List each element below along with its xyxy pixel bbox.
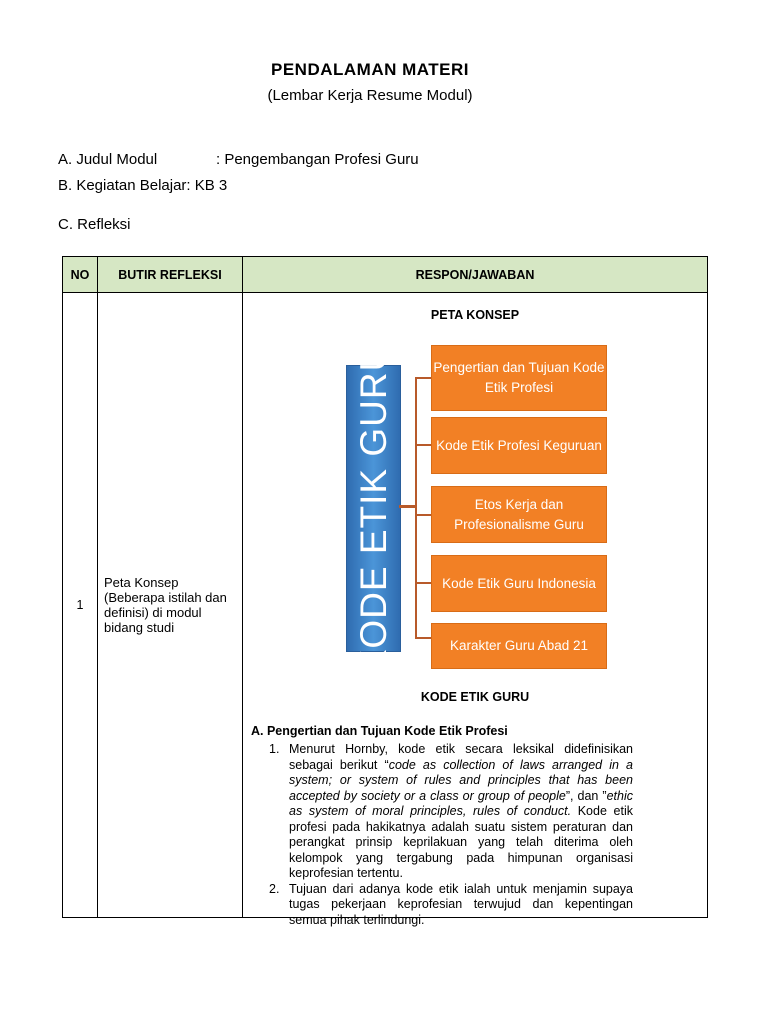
concept-map-center-label: KODE ETIK GURU <box>352 343 394 674</box>
meta-judul-modul <box>58 151 419 168</box>
item1-text-part2: ”, dan ” <box>565 788 607 803</box>
concept-box-3: Etos Kerja dan Profesionalisme Guru <box>431 486 607 543</box>
peta-konsep-title: PETA KONSEP <box>430 308 520 322</box>
row-respon <box>243 293 708 927</box>
page-subtitle: (Lembar Kerja Resume Modul) <box>267 87 473 104</box>
section-heading: KODE ETIK GURU <box>420 690 530 704</box>
refleksi-table <box>62 256 708 927</box>
connector-branch-4 <box>415 582 431 584</box>
kegiatan-value: : KB 3 <box>186 177 228 194</box>
meta-kegiatan-belajar <box>58 177 227 194</box>
item1-text-part3: Kode etik profesi pada hakikatnya adalah suatu sistem peraturan dan perangkat prinsip keprilakuan yang telah diterima oleh kelompok yang tergabung pada himpunan organisasi keprofesian tertentu. <box>289 804 634 880</box>
kegiatan-label: B. Kegiatan Belajar <box>58 177 187 194</box>
table-row <box>63 293 708 918</box>
item1-quote-1: code as collection of laws arranged in a system; or system of rules and principles that has been accepted by society or a class or group of people <box>289 757 633 803</box>
item1-text-part1: Menurut Hornby, kode etik secara leksikal didefinisikan sebagai berikut “ <box>289 742 633 772</box>
connector-branch-5 <box>415 637 431 639</box>
header-respon-jawaban: RESPON/JAWABAN <box>243 257 708 293</box>
connector-branch-1 <box>415 377 431 379</box>
concept-map-center <box>346 343 401 674</box>
subsection-a-title: A. Pengertian dan Tujuan Kode Etik Profesi <box>251 724 508 738</box>
refleksi-label: C. Refleksi <box>58 216 131 233</box>
concept-box-4: Kode Etik Guru Indonesia <box>431 555 607 612</box>
definition-list <box>269 742 633 928</box>
concept-box-2: Kode Etik Profesi Keguruan <box>431 417 607 474</box>
list-item-number: 2. <box>269 881 280 896</box>
item2-text: Tujuan dari adanya kode etik ialah untuk menjamin supaya tugas pekerjaan keprofesian terwujud dan kepentingan semua pihak terlindungi. <box>289 881 633 927</box>
header-no: NO <box>63 257 98 293</box>
connector-branch-2 <box>415 444 431 446</box>
judul-value: : Pengembangan Profesi Guru <box>216 151 419 168</box>
judul-label: A. Judul Modul <box>58 151 158 168</box>
header-butir-refleksi: BUTIR REFLEKSI <box>98 257 243 293</box>
row-butir: Peta Konsep (Beberapa istilah dan definisi) di modul bidang studi <box>98 293 243 918</box>
concept-box-1: Pengertian dan Tujuan Kode Etik Profesi <box>431 345 607 411</box>
table-header-row <box>63 257 708 293</box>
list-item-number: 1. <box>269 742 280 756</box>
list-item <box>269 742 633 882</box>
connector-spine <box>415 377 417 638</box>
row-number: 1 <box>63 293 98 918</box>
item1-quote-2: ethic as system of moral principles, rules of conduct. <box>289 788 633 818</box>
concept-box-5: Karakter Guru Abad 21 <box>431 623 607 669</box>
connector-branch-3 <box>415 514 431 516</box>
list-item <box>269 882 633 929</box>
page-title: PENDALAMAN MATERI <box>270 60 469 79</box>
